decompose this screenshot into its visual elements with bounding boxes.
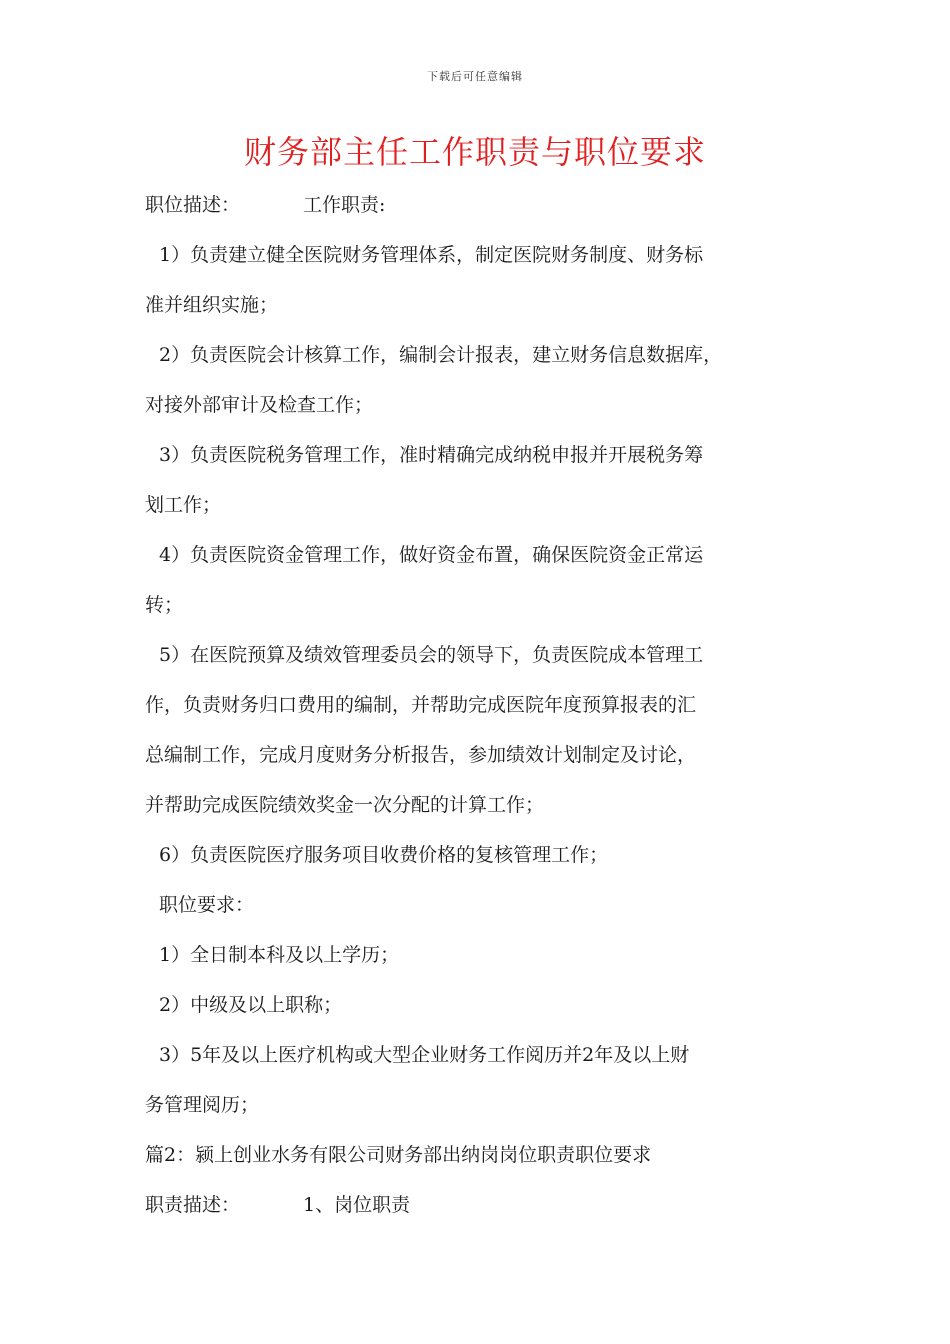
body-line-17: 2）中级及以上职称；	[159, 994, 343, 1016]
body-line-10: 5）在医院预算及绩效管理委员会的领导下，负责医院成本管理工	[159, 644, 704, 666]
body-line-11: 作，负责财务归口费用的编制，并帮助完成医院年度预算报表的汇	[145, 694, 697, 716]
header-note: 下载后可任意编辑	[427, 70, 523, 83]
body-line-5: 对接外部审计及检查工作；	[145, 394, 374, 416]
document-title: 财务部主任工作职责与职位要求	[243, 133, 706, 171]
body-line-21	[145, 1180, 825, 1230]
section-2-heading: 篇2：颍上创业水务有限公司财务部出纳岗岗位职责职位要求	[145, 1144, 652, 1166]
position-description-label: 职位描述：	[145, 194, 241, 216]
body-line-13: 并帮助完成医院绩效奖金一次分配的计算工作；	[145, 794, 545, 816]
body-line-6: 3）负责医院税务管理工作，准时精确完成纳税申报并开展税务筹	[159, 444, 704, 466]
responsibility-description-label: 职责描述：	[145, 1194, 241, 1216]
body-line-8: 4）负责医院资金管理工作，做好资金布置，确保医院资金正常运	[159, 544, 704, 566]
body-line-19: 务管理阅历；	[145, 1094, 260, 1116]
requirements-heading: 职位要求：	[159, 894, 255, 916]
body-line-14: 6）负责医院医疗服务项目收费价格的复核管理工作；	[159, 844, 609, 866]
body-line-7: 划工作；	[145, 494, 222, 516]
body-line-2: 1）负责建立健全医院财务管理体系，制定医院财务制度、财务标	[159, 244, 704, 266]
body-line-16: 1）全日制本科及以上学历；	[159, 944, 400, 966]
document-body	[145, 180, 825, 1230]
body-line-3: 准并组织实施；	[145, 294, 279, 316]
job-duties-label: 1、岗位职责	[303, 1194, 411, 1216]
body-line-4: 2）负责医院会计核算工作，编制会计报表，建立财务信息数据库，	[159, 344, 723, 366]
body-line-9: 转；	[145, 594, 184, 616]
body-line-1	[145, 180, 825, 230]
body-line-12: 总编制工作，完成月度财务分析报告，参加绩效计划制定及讨论，	[145, 744, 697, 766]
duties-label: 工作职责:	[303, 194, 386, 216]
body-line-18: 3）5年及以上医疗机构或大型企业财务工作阅历并2年及以上财	[159, 1044, 690, 1066]
